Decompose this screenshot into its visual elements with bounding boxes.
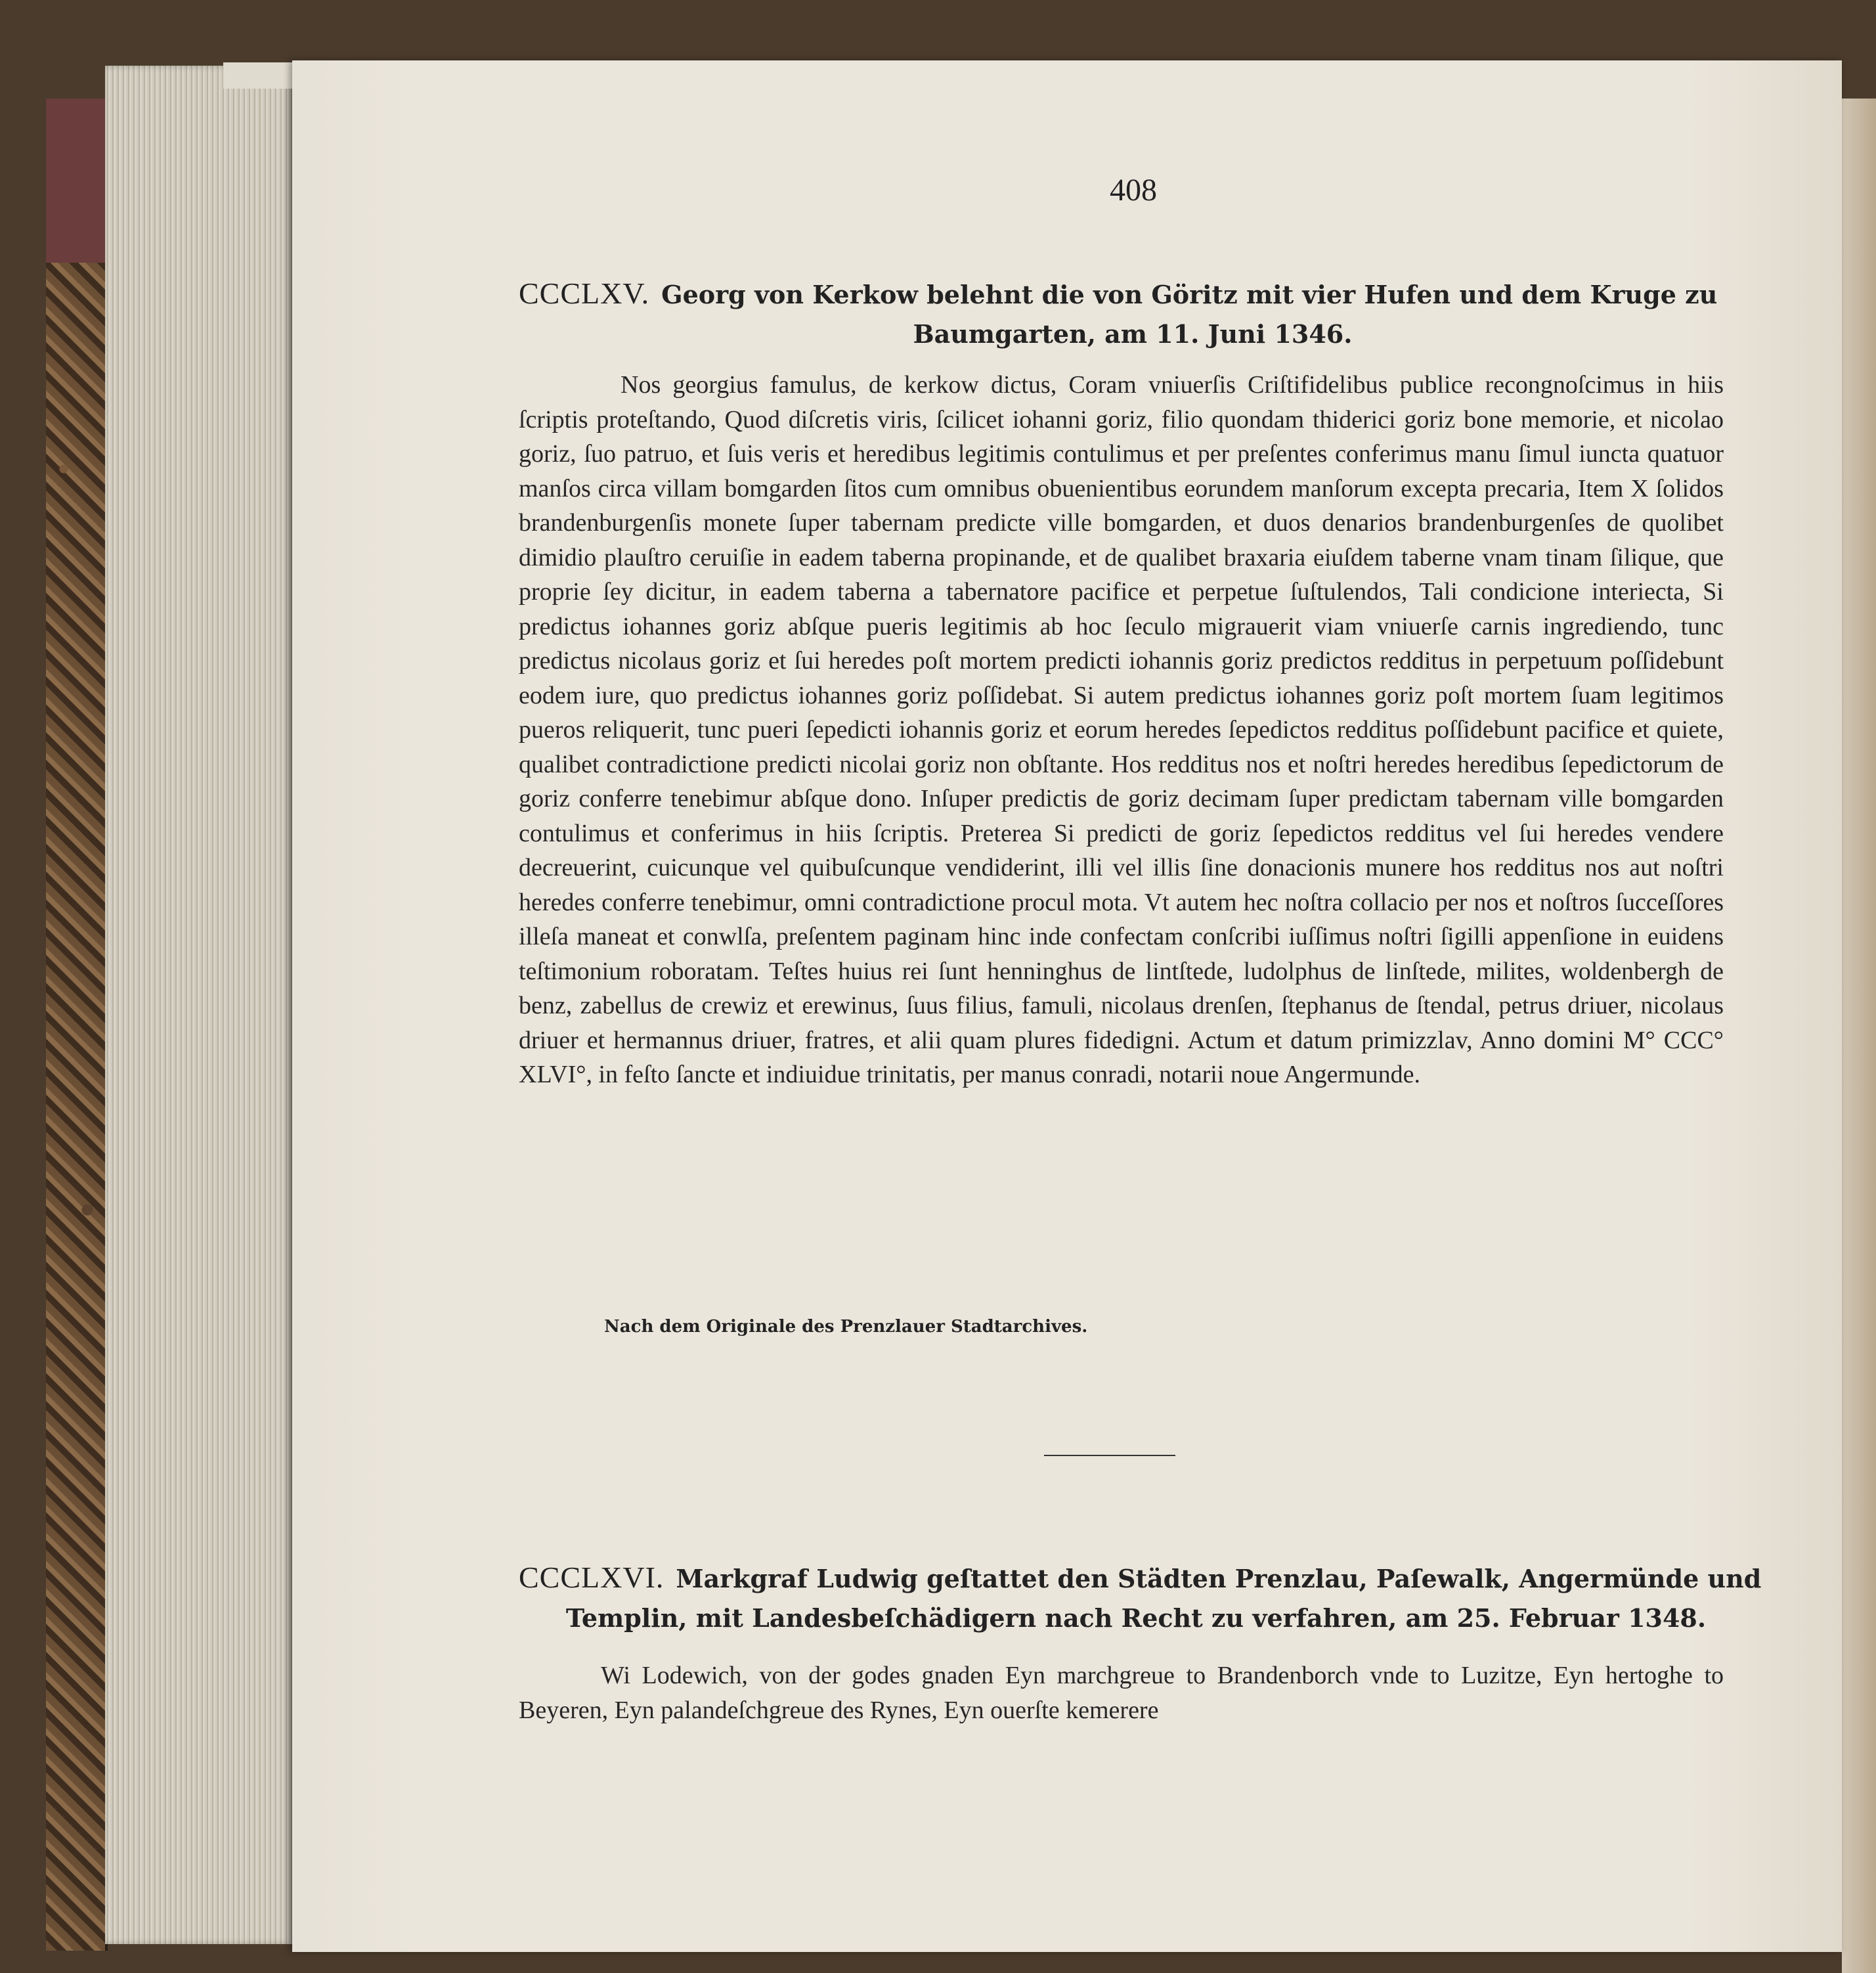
page-number: 408 <box>1110 173 1157 208</box>
section-divider <box>1044 1455 1175 1456</box>
book-binding <box>46 99 108 1951</box>
next-page-edge <box>1842 99 1876 1973</box>
charter-1-title-line-2: Baumgarten, am 11. Juni 1346. <box>913 319 1353 349</box>
charter-1-numeral: CCCLXV. <box>519 277 650 310</box>
charter-1-heading <box>519 276 1747 359</box>
charter-1-body <box>519 368 1724 1092</box>
charter-2-title-line-1: Markgraf Ludwig geſtattet den Städten Prenzlau, Paſewalk, Angermünde und <box>676 1564 1762 1593</box>
charter-1-title-line-1: Georg von Kerkow belehnt die von Göritz mit vier Hufen und dem Kruge zu <box>661 280 1718 309</box>
charter-2-heading-line-2 <box>519 1603 1753 1643</box>
charter-2-title-line-2: Templin, mit Landesbeſchädigern nach Recht zu verfahren, am 25. Februar 1348. <box>565 1603 1707 1633</box>
charter-2-numeral: CCCLXVI. <box>519 1561 665 1594</box>
charter-2-text: Wi Lodewich, von der godes gnaden Eyn marchgreue to Brandenborch vnde to Luzitze, Eyn hertoghe to Beyeren, Eyn palandeſchgreue des Rynes, Eyn ouerſte kemerere <box>519 1662 1724 1724</box>
page-edge-highlight <box>223 62 295 89</box>
charter-1-heading-line-1 <box>519 276 1747 315</box>
charter-1-source-note: Nach dem Originale des Prenzlauer Stadtarchives. <box>604 1317 1088 1337</box>
charter-1-text: Nos georgius famulus, de kerkow dictus, Coram vniuerſis Criſtifidelibus publice recongnoſcimus in hiis ſcriptis proteſtando, Quod diſcretis viris, ſcilicet iohanni goriz, filio quondam thiderici goriz bone memorie, et nicolao goriz, ſuo patruo, et ſuis veris et heredibus legitimis contulimus et per preſentes conferimus manu ſimul iuncta quatuor manſos circa villam bomgarden ſitos cum omnibus obuenientibus eorundem manſorum excepta precaria, Item X ſolidos brandenburgenſis monete ſuper tabernam predicte ville bomgarden, et duos denarios brandenburgenſes de quolibet dimidio plauſtro ceruiſie in eadem taberna propinande, et de qualibet braxaria eiuſdem taberne vnam tinam ſilique, que proprie ſey dicitur, in eadem taberna a tabernatore pacifice et perpetue ſuſtulendos, Tali condicione interiecta, Si predictus iohannes goriz abſque pueris legitimis ab hoc ſeculo migrauerit viam vniuerſe carnis ingrediendo, tunc predictus nicolaus goriz et ſui heredes poſt mortem predicti iohannis goriz predictos redditus in perpetuum poſſidebunt eodem iure, quo predictus iohannes goriz poſſidebat. Si autem predictus iohannes goriz poſt mortem ſuam legitimos pueros reliquerit, tunc pueri ſepedicti iohannis goriz et eorum heredes ſepedictos redditus poſſidebunt pacifice et quiete, qualibet contradictione predicti nicolai goriz non obſtante. Hos redditus nos et noſtri heredes heredibus ſepedictorum de goriz conferre tenebimur abſque dono. Inſuper predictis de goriz decimam ſuper predictam tabernam ville bomgarden contulimus et conferimus in hiis ſcriptis. Preterea Si predicti de goriz ſepedictos redditus vel ſui heredes vendere decreuerint, cuicunque vel quibuſcunque vendiderint, illi vel illis ſine donacionis munere hos redditus nos aut noſtri heredes conferre tenebimur, omni contradictione procul mota. Vt autem hec noſtra collacio per nos et noſtros ſucceſſores illeſa maneat et conwlſa, preſentem paginam hinc inde confectam conſcribi iuſſimus noſtri ſigilli appenſione in euidens teſtimonium roboratam. Teſtes huius rei ſunt henninghus de lintſtede, ludolphus de linſtede, milites, woldenbergh de benz, zabellus de crewiz et erewinus, ſuus filius, famuli, nicolaus drenſen, ſtephanus de ſtendal, petrus driuer, nicolaus driuer et hermannus driuer, fratres, et alii quam plures fidedigni. Actum et datum primizzlav, Anno domini M° CCC° XLVI°, in feſto ſancte et indiuidue trinitatis, per manus conradi, notarii noue Angermunde. <box>519 371 1724 1088</box>
charter-1-heading-line-2 <box>519 319 1747 359</box>
binding-leather-patch <box>46 99 105 263</box>
charter-2-heading-line-1 <box>519 1560 1762 1599</box>
page-edges <box>105 66 292 1944</box>
charter-2-body <box>519 1658 1724 1727</box>
charter-2-heading <box>519 1560 1762 1643</box>
